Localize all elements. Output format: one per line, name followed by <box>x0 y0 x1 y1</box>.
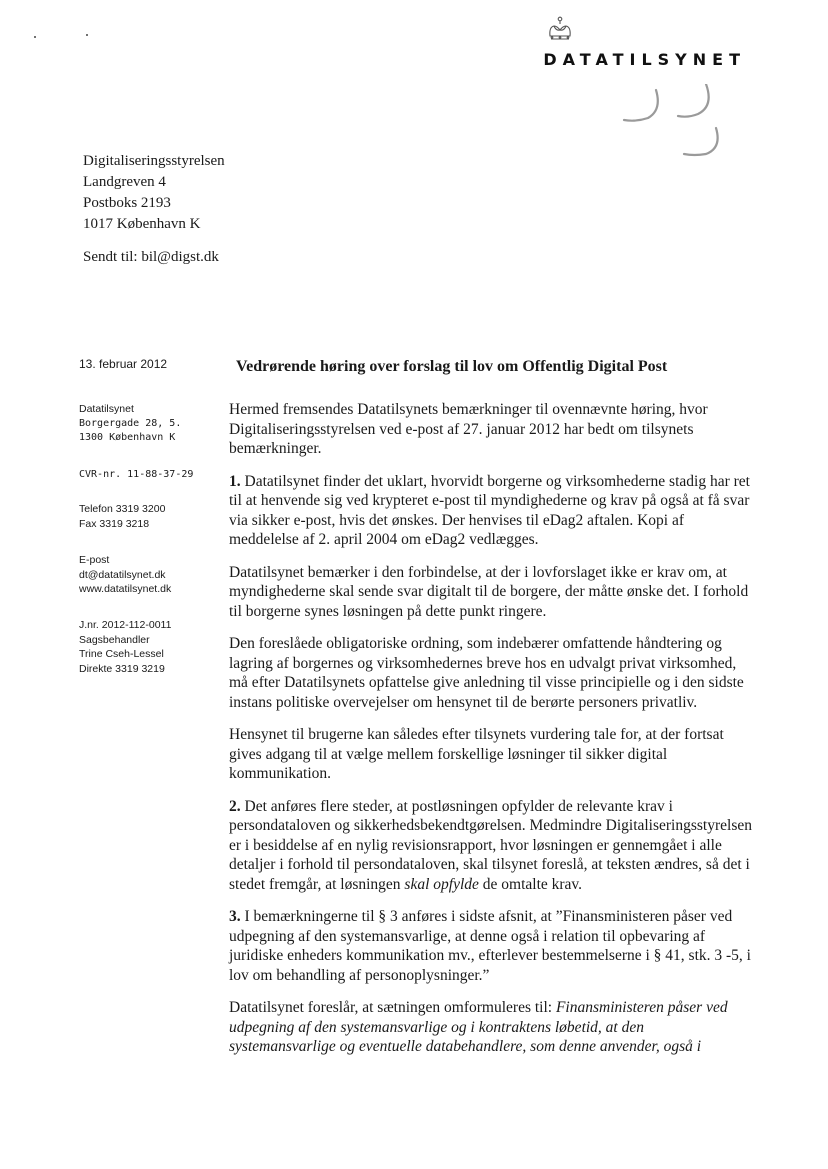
caseworker-label: Sagsbehandler <box>79 633 150 646</box>
paragraph-number: 3. <box>229 908 241 925</box>
paragraph <box>229 907 752 985</box>
paragraph <box>229 998 752 1057</box>
paragraph-text: Det anføres flere steder, at postløsningen opfylder de relevante krav i persondataloven og sikkerhedsbekendtgørelsen. Medmindre Digitaliseringsstyrelsen er i besiddelse af en nylig revisionsrapport, hvor løsningen er gennemgået i alle detaljer i forhold til persondataloven, skal tilsynet foreslå, at teksten ændres, så det i stedet fremgår, at løsningen <box>229 797 752 893</box>
sender-fax: Fax 3319 3218 <box>79 517 150 530</box>
sender-street: Borgergade 28, 5. <box>79 417 182 429</box>
emphasis-text: skal opfylde <box>404 875 479 893</box>
paragraph-text: de omtalte krav. <box>478 875 583 893</box>
paragraph-number: 2. <box>229 797 241 815</box>
sent-to-line: Sendt til: bil@digst.dk <box>83 249 219 265</box>
sender-website: www.datatilsynet.dk <box>79 583 172 595</box>
recipient-line: Landgreven 4 <box>83 174 166 190</box>
emphasis-text: Finansministeren påser ved udpegning af den systemansvarlige og i kontraktens løbetid, at den systemansvarlige og eventuelle databehandlere, som denne anvender, også i <box>229 999 728 1055</box>
paragraph-text: I bemærkningerne til § 3 anføres i sidste afsnit, at ”Finansministeren påser ved udpegning af den systemansvarlige, at denne også i relation til opbevaring af juridiske enheders kommunikation mv., efterlever bestemmelserne i § 41, stk. 3 -5, i lov om behandling af personoplysninger.” <box>229 908 751 984</box>
sender-phones <box>79 502 224 531</box>
paragraph <box>229 797 752 895</box>
case-info <box>79 618 224 676</box>
paragraph-text: Datatilsynet foreslår, at sætningen omformuleres til: <box>229 999 556 1016</box>
sender-cvr: CVR-nr. 11-88-37-29 <box>79 469 194 480</box>
paragraph-text: Datatilsynet finder det uklart, hvorvidt borgerne og virksomhederne stadig har ret til at henvende sig ved krypteret e-post til myndighederne og krav på også at få svar via sikker e-post, hvis det ønskes. Der henvises til eDag2 aftalen. Kopi af meddelelse af 2. april 2004 om eDag2 vedlægges. <box>229 472 750 548</box>
paragraph: Den foreslåede obligatoriske ordning, som indebærer omfattende håndtering og lagring af borgernes og virksomhedernes breve hos en udvalgt privat virksomhed, må efter Datatilsynets opfattelse give anledning til visse principielle og i den sidste instans politiske overvejelser om hensynet til de berørte personers privatliv. <box>229 635 744 711</box>
paragraph <box>229 472 752 550</box>
paragraph: Datatilsynet bemærker i den forbindelse, at der i lovforslaget ikke er krav om, at myndighederne skal sende svar digitalt til de borgere, der måtte ønske det. I forhold til borgerne synes løsningen på dette punkt ringere. <box>229 563 749 620</box>
caseworker-direct-phone: Direkte 3319 3219 <box>79 662 165 675</box>
paragraph: Hensynet til brugerne kan således efter tilsynets vurdering tale for, at der fortsat gives adgang til at vælge mellem forskellige løsninger til sikker digital kommunikation. <box>229 726 724 782</box>
recipient-address <box>83 151 225 235</box>
sender-contact <box>79 553 224 597</box>
recipient-line: 1017 København K <box>83 216 201 232</box>
organization-logo: DATATILSYNET <box>543 50 746 69</box>
crown-icon <box>545 16 575 44</box>
sender-city: 1300 København K <box>79 432 176 443</box>
handwritten-initials <box>618 84 728 164</box>
letter-body <box>229 400 752 1070</box>
letter-date: 13. februar 2012 <box>79 357 168 371</box>
sender-address <box>79 402 224 446</box>
sender-phone: Telefon 3319 3200 <box>79 503 166 515</box>
email-label: E-post <box>79 554 110 566</box>
paragraph-number: 1. <box>229 472 241 490</box>
caseworker-name: Trine Cseh-Lessel <box>79 648 164 660</box>
paragraph: Hermed fremsendes Datatilsynets bemærkninger til ovennævnte høring, hvor Digitaliseringsstyrelsen ved e-post af 27. januar 2012 har bedt om tilsynets bemærkninger. <box>229 401 708 457</box>
letter-subject: Vedrørende høring over forslag til lov om Offentlig Digital Post <box>236 358 668 375</box>
recipient-line: Postboks 2193 <box>83 195 171 211</box>
sender-email: dt@datatilsynet.dk <box>79 568 166 581</box>
recipient-line: Digitaliseringsstyrelsen <box>83 153 225 169</box>
scan-artifact <box>34 28 104 42</box>
journal-number: J.nr. 2012-112-0011 <box>79 619 172 631</box>
sender-org: Datatilsynet <box>79 403 134 415</box>
